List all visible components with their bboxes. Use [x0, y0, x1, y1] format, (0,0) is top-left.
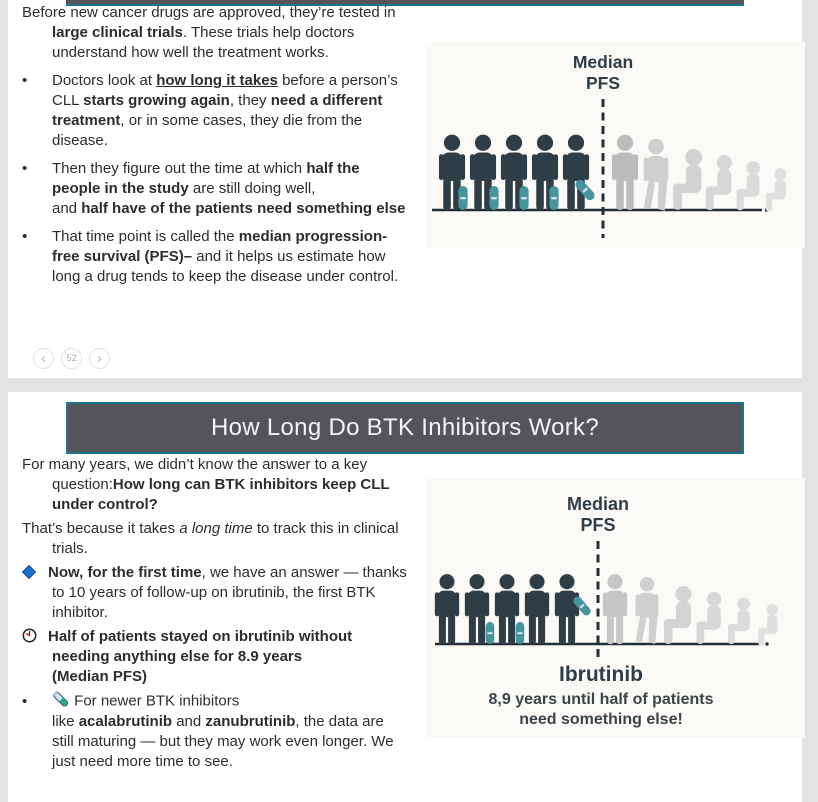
pfs-pictogram-1 — [425, 42, 805, 248]
seated-person-icon — [664, 586, 692, 644]
pfs-caption-line2: need something else! — [519, 711, 683, 728]
median-pfs-illustration-2 — [425, 478, 805, 738]
pill-icon — [549, 186, 558, 210]
text-segment: . These trials help doctors understand how well the treatment works. — [52, 24, 355, 61]
pill-icon — [489, 186, 498, 210]
next-slide-button[interactable] — [89, 348, 110, 369]
paragraph — [22, 3, 408, 63]
seated-person-icon — [737, 161, 760, 210]
patients-on-treatment — [435, 574, 579, 644]
paragraph — [22, 227, 408, 287]
text-segment: like — [52, 712, 79, 730]
text-segment: to track this in clinical trials. — [52, 520, 399, 557]
text-segment: are still doing well, — [188, 180, 316, 197]
text-segment: half the people in the study — [52, 160, 360, 197]
paragraph — [22, 159, 408, 219]
pill-icon — [519, 186, 528, 210]
text-segment: large clinical trials — [52, 24, 183, 41]
text-segment: starts growing again — [83, 92, 230, 109]
text-segment: For newer BTK inhibitors — [70, 692, 240, 710]
text-segment: , they — [229, 92, 271, 109]
text-segment: need a different treatment — [52, 92, 383, 129]
text-segment: (Median PFS) — [52, 668, 148, 685]
text-segment: How long can BTK inhibitors keep CLL under control? — [52, 476, 390, 513]
text-segment: , or in some cases, they die from the disease. — [52, 112, 363, 149]
text-segment: Before new cancer drugs are approved, they’re tested in — [22, 4, 396, 21]
slide2-text — [22, 455, 408, 776]
page-number-badge: 52 — [61, 348, 82, 369]
text-segment: For many years, we didn’t know the answer to a key question: — [22, 456, 368, 493]
seated-person-icon — [728, 598, 750, 644]
person-icon — [495, 574, 519, 644]
text-segment: how long it takes — [156, 72, 278, 89]
bullet-marker: • — [22, 692, 28, 710]
pill-icon — [516, 622, 524, 644]
pill-icon — [458, 186, 467, 210]
paragraph — [22, 71, 408, 151]
text-segment: acalabrutinib — [78, 712, 173, 730]
text-segment: a long time — [179, 520, 253, 537]
median-pfs-label-line1: Median — [566, 494, 630, 514]
chevron-right-icon: › — [97, 350, 102, 367]
median-pfs-illustration-1 — [425, 42, 805, 248]
text-segment: and — [52, 200, 82, 217]
paragraph — [22, 563, 408, 623]
seated-person-icon — [706, 155, 732, 210]
person-icon — [563, 135, 589, 210]
tilted-pill-icon — [574, 178, 597, 202]
text-segment: median progression-free survival (PFS)– — [52, 228, 388, 265]
person-icon — [603, 574, 627, 644]
text-segment: Doctors look at — [52, 72, 157, 89]
ground-line-end-dot — [765, 642, 768, 645]
pill-icon — [486, 622, 494, 644]
slide-card-2 — [8, 392, 802, 802]
text-segment: , the data are still maturing — but they may work even longer. We just need more time to see. — [52, 712, 394, 770]
person-icon — [612, 135, 638, 210]
slide1-text — [22, 3, 408, 295]
paragraph — [22, 455, 408, 515]
text-segment: , we have an answer — thanks to 10 years of follow-up on ibrutinib, the first BTK inhibitor. — [52, 564, 407, 621]
clock-icon — [22, 627, 48, 647]
text-segment: That time point is called the — [52, 228, 239, 245]
patients-progressed — [603, 574, 778, 646]
slide2-title-box — [66, 402, 744, 454]
chevron-left-icon: ‹ — [41, 350, 46, 367]
pfs-caption-line1: 8,9 years until half of patients — [488, 691, 714, 708]
bullet-marker: • — [22, 228, 28, 245]
median-pfs-label-line2: PFS — [585, 73, 621, 93]
person-icon — [555, 574, 579, 644]
slide2-title: How Long Do BTK Inhibitors Work? — [211, 414, 599, 441]
seated-person-icon — [697, 592, 722, 644]
tube-icon — [52, 693, 70, 710]
text-segment: Half of patients stayed on ibrutinib without — [48, 628, 353, 645]
diamond-icon — [22, 563, 48, 583]
text-segment: needing anything else for 8.9 years — [52, 648, 303, 665]
person-icon — [465, 574, 489, 644]
median-pfs-label-line2: PFS — [580, 515, 616, 535]
seated-person-icon — [766, 168, 787, 212]
text-segment: half have of the patients need something else — [81, 200, 406, 217]
paragraph — [22, 691, 408, 772]
paragraph — [22, 519, 408, 559]
text-segment: That’s because it takes — [22, 520, 180, 537]
bullet-marker: • — [22, 160, 28, 177]
prev-slide-button[interactable] — [33, 348, 54, 369]
patients-progressed — [612, 135, 786, 212]
text-segment: Now, for the first time — [48, 564, 202, 581]
paragraph — [22, 627, 408, 687]
text-segment: zanubrutinib — [205, 712, 296, 730]
person-icon — [644, 139, 669, 211]
slide-card-1 — [8, 0, 802, 378]
bullet-marker: • — [22, 72, 28, 89]
seated-person-icon — [673, 149, 702, 210]
text-segment: before a person’s CLL — [52, 72, 398, 109]
person-icon — [525, 574, 549, 644]
pfs-pictogram-2 — [425, 478, 805, 738]
median-pfs-label-line1: Median — [572, 52, 634, 72]
text-segment: and it helps us estimate how long a drug tends to keep the disease under control. — [52, 248, 399, 285]
person-icon — [636, 577, 659, 644]
slide-navigation — [33, 348, 110, 369]
seated-person-icon — [758, 604, 778, 646]
person-icon — [435, 574, 459, 644]
drug-name-caption: Ibrutinib — [559, 663, 643, 686]
text-segment: and — [172, 712, 206, 730]
text-segment: Then they figure out the time at which — [52, 160, 307, 177]
